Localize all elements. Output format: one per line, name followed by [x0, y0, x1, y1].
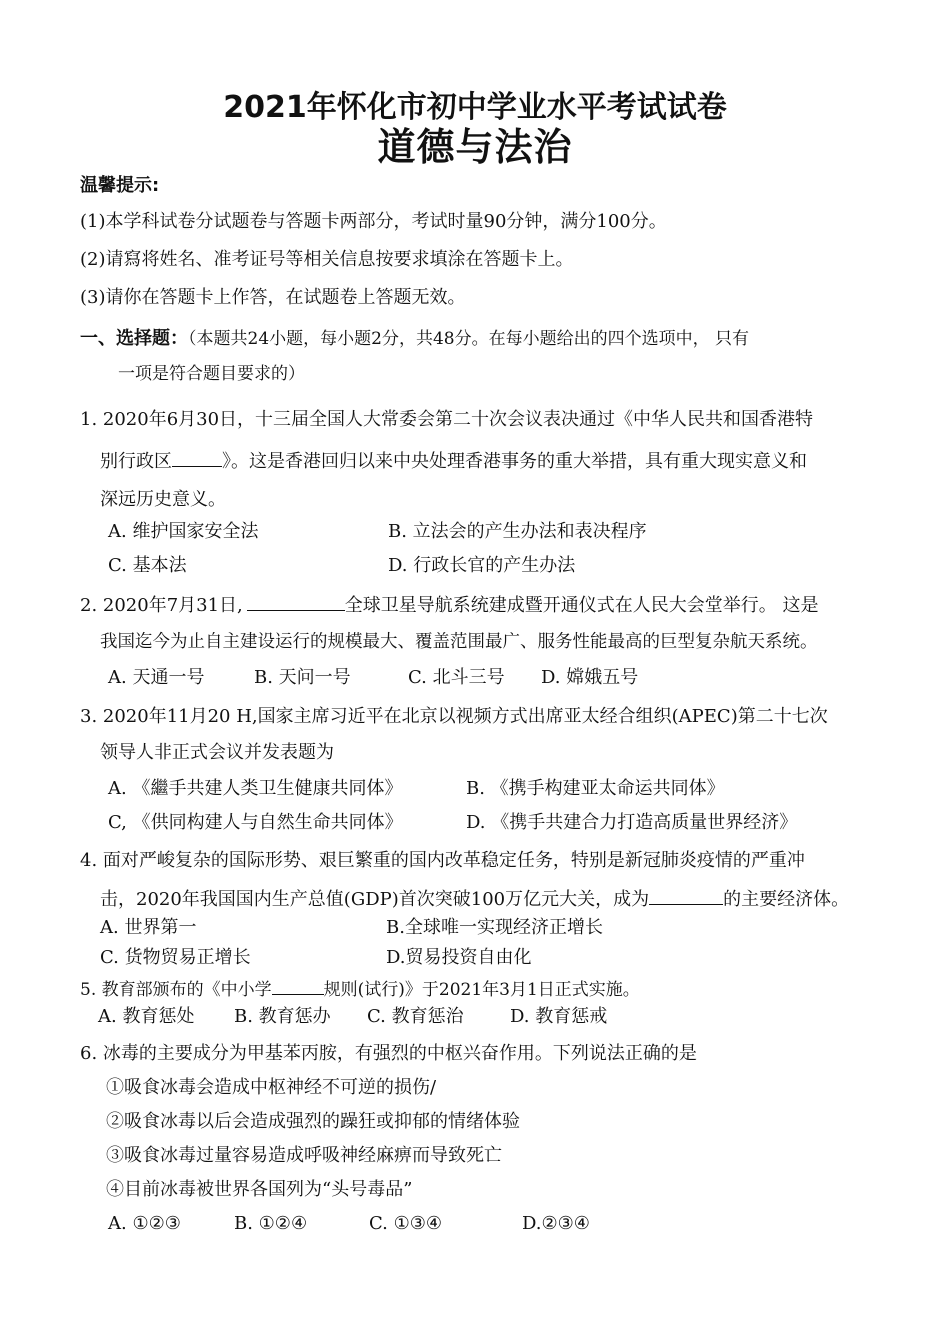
q4-option-b: B.全球唯一实现经济正增长 — [386, 917, 603, 938]
section-heading-line — [80, 327, 749, 351]
q4-option-c: C. 货物贸易正增长 — [100, 947, 251, 968]
q6-statement: ③吸食冰毒过量容易造成呼吸神经麻痹而导致死亡 — [106, 1145, 502, 1166]
question-6-text: 6. 冰毒的主要成分为甲基苯丙胺，有强烈的中枢兴奋作用。下列说法正确的是 — [80, 1043, 697, 1064]
tip-item: (3)请你在答题卡上作答，在试题卷上答题无效。 — [80, 287, 466, 308]
question-2-text-cont: 我国迄今为止自主建设运行的规模最大、覆盖范围最广、服务性能最高的巨型复杂航天系统。 — [100, 632, 818, 652]
answer-blank — [272, 976, 324, 995]
q5-text-part: 规则(试行)》于2021年3月1日正式实施。 — [323, 980, 640, 1000]
tip-item: (2)请寫将姓名、准考证号等相关信息按要求填涂在答题卡上。 — [80, 249, 574, 270]
q4-text-part: 的主要经济体。 — [723, 889, 850, 910]
question-4-text: 4. 面对严峻复杂的国际形势、艰巨繁重的国内改革稳定任务，特别是新冠肺炎疫情的严重冲 — [80, 850, 805, 871]
q3-option-d: D. 《携手共建合力打造高质量世界经济》 — [466, 812, 798, 833]
question-4-text-cont — [100, 886, 849, 912]
q4-text-part: 击，2020年我国国内生产总值(GDP)首次突破100万亿元大关，成为 — [100, 889, 650, 910]
q5-option-b: B. 教育惩办 — [234, 1006, 331, 1027]
q6-statement: ①吸食冰毒会造成中枢神经不可逆的损伤/ — [106, 1077, 437, 1098]
question-5-text — [80, 976, 640, 1002]
q1-option-b: B. 立法会的产生办法和表决程序 — [388, 521, 647, 542]
answer-blank — [247, 592, 345, 611]
q2-option-d: D. 嫦娥五号 — [541, 667, 639, 688]
q4-option-d: D.贸易投资自由化 — [386, 947, 532, 968]
question-1-text-cont — [100, 448, 807, 474]
q1-option-a: A. 维护国家安全法 — [108, 521, 259, 542]
q4-option-a: A. 世界第一 — [100, 917, 197, 938]
q2-text-part: 2. 2020年7月31日, — [80, 595, 243, 616]
q3-option-a: A. 《繼手共建人类卫生健康共同体》 — [108, 778, 403, 799]
answer-blank — [172, 448, 222, 467]
q1-text-part: 》。这是香港回归以来中央处理香港事务的重大举措，具有重大现实意义和 — [222, 451, 807, 472]
exam-title: 2021年怀化市初中学业水平考试试卷 — [223, 90, 727, 125]
tip-item: (1)本学科试卷分试题卷与答题卡两部分，考试时量90分钟，满分100分。 — [80, 211, 667, 232]
q1-option-c: C. 基本法 — [108, 555, 187, 576]
q3-option-b: B. 《携手构建亚太命运共同体》 — [466, 778, 725, 799]
q6-statement: ④目前冰毒被世界各国列为“头号毒品” — [106, 1179, 413, 1200]
q5-text-part: 5. 教育部颁布的《中小学 — [80, 980, 272, 1000]
q5-option-a: A. 教育惩处 — [98, 1006, 195, 1027]
q2-option-c: C. 北斗三号 — [408, 667, 505, 688]
question-3-text-cont: 领导人非正式会议并发表题为 — [100, 742, 334, 763]
q2-option-a: A. 天通一号 — [108, 667, 205, 688]
q5-option-c: C. 教育惩治 — [367, 1006, 464, 1027]
q5-option-d: D. 教育惩戒 — [510, 1006, 608, 1027]
question-1-text-end: 深远历史意义。 — [100, 489, 226, 510]
question-3-text: 3. 2020年11月20 H,国家主席习近平在北京以视频方式出席亚太经合组织(APEC)第二十七次 — [80, 706, 828, 727]
q1-text-part: 别行政区 — [100, 451, 172, 472]
question-1-text: 1. 2020年6月30日，十三届全国人大常委会第二十次会议表决通过《中华人民共和国香港特 — [80, 409, 814, 430]
q6-option-c: C. ①③④ — [369, 1213, 442, 1234]
q6-option-d: D.②③④ — [522, 1213, 590, 1234]
section-heading: 一、选择题： — [80, 328, 188, 349]
q2-option-b: B. 天问一号 — [254, 667, 351, 688]
q2-text-part: 全球卫星导航系统建成暨开通仪式在人民大会堂举行。 这是 — [344, 595, 819, 616]
q6-statement: ②吸食冰毒以后会造成强烈的躁狂或抑郁的情绪体验 — [106, 1111, 520, 1132]
q6-option-a: A. ①②③ — [108, 1213, 181, 1234]
section-description-cont: 一项是符合题目要求的） — [118, 364, 305, 384]
q6-option-b: B. ①②④ — [234, 1213, 308, 1234]
section-description: （本题共24小题，每小题2分，共48分。在每小题给出的四个选项中， 只有 — [188, 329, 749, 349]
answer-blank — [649, 886, 723, 905]
question-2-text — [80, 592, 819, 618]
subject-title: 道德与法治 — [377, 125, 573, 169]
q3-option-c: C, 《供同构建人与自然生命共同体》 — [108, 812, 403, 833]
q1-option-d: D. 行政长官的产生办法 — [388, 555, 576, 576]
tips-heading: 温馨提示: — [80, 175, 160, 196]
